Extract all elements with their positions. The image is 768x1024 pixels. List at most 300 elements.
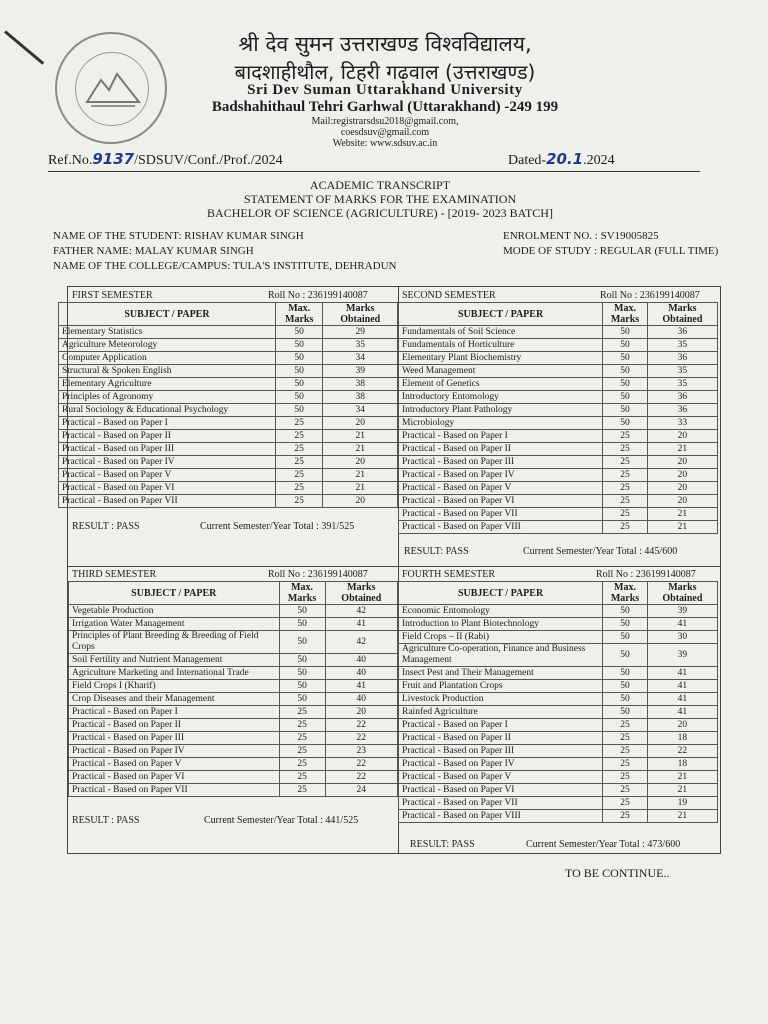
max-marks-cell: 25 [275, 456, 322, 469]
table-row [399, 404, 718, 417]
marks-obtained-cell: 40 [325, 667, 397, 680]
subject-cell: Introductory Plant Pathology [399, 404, 603, 417]
max-marks-cell: 25 [279, 706, 325, 719]
table-row [69, 732, 398, 745]
max-marks-cell: 25 [603, 732, 648, 745]
max-marks-cell: 25 [603, 521, 648, 534]
max-marks-cell: 50 [279, 667, 325, 680]
marks-obtained-cell: 20 [323, 417, 398, 430]
marks-obtained-cell: 41 [647, 667, 717, 680]
marks-obtained-cell: 39 [647, 644, 717, 667]
sem3-total: Current Semester/Year Total : 441/525 [204, 815, 359, 826]
max-marks-cell: 50 [275, 352, 322, 365]
table-row [399, 631, 718, 644]
subject-cell: Practical - Based on Paper V [399, 482, 603, 495]
subject-cell: Practical - Based on Paper IV [399, 758, 603, 771]
max-marks-cell: 25 [603, 495, 648, 508]
table-header-row [59, 303, 398, 326]
student-name: NAME OF THE STUDENT: RISHAV KUMAR SINGH [53, 230, 304, 242]
marks-obtained-cell: 20 [647, 719, 717, 732]
sem1-roll: Roll No : 236199140087 [268, 290, 368, 301]
marks-obtained-cell: 35 [647, 339, 717, 352]
subject-cell: Introductory Entomology [399, 391, 603, 404]
dated-label: Dated- [508, 153, 547, 168]
subject-cell: Introduction to Plant Biotechnology [399, 618, 603, 631]
marks-obtained-cell: 21 [323, 430, 398, 443]
subject-cell: Rural Sociology & Educational Psychology [59, 404, 276, 417]
table-row [59, 430, 398, 443]
marks-obtained-cell: 21 [647, 771, 717, 784]
subject-cell: Fundamentals of Horticulture [399, 339, 603, 352]
marks-obtained-cell: 22 [325, 719, 397, 732]
max-marks-cell: 50 [279, 605, 325, 618]
subject-cell: Practical - Based on Paper IV [399, 469, 603, 482]
subject-cell: Practical - Based on Paper VI [399, 495, 603, 508]
column-header-max: Max. Marks [275, 303, 322, 326]
table-row [399, 326, 718, 339]
table-row [69, 654, 398, 667]
sem4-title: FOURTH SEMESTER [402, 569, 496, 580]
subject-cell: Elementary Statistics [59, 326, 276, 339]
table-row [399, 797, 718, 810]
marks-obtained-cell: 36 [647, 352, 717, 365]
subject-cell: Practical - Based on Paper VI [59, 482, 276, 495]
subject-cell: Practical - Based on Paper VIII [399, 521, 603, 534]
table-row [399, 667, 718, 680]
marks-obtained-cell: 21 [323, 469, 398, 482]
table-row [399, 417, 718, 430]
table-row [59, 326, 398, 339]
horizontal-divider [68, 566, 720, 567]
subject-cell: Fundamentals of Soil Science [399, 326, 603, 339]
table-row [399, 482, 718, 495]
subject-cell: Practical - Based on Paper V [399, 771, 603, 784]
seal-mountain-icon [85, 68, 141, 108]
college-name: NAME OF THE COLLEGE/CAMPUS: TULA'S INSTITUTE, DEHRADUN [53, 260, 397, 272]
max-marks-cell: 50 [275, 326, 322, 339]
column-header-subject: SUBJECT / PAPER [69, 582, 280, 605]
marks-sheet [62, 286, 721, 854]
subject-cell: Insect Pest and Their Management [399, 667, 603, 680]
max-marks-cell: 25 [279, 784, 325, 797]
table-row [399, 680, 718, 693]
marks-obtained-cell: 22 [647, 745, 717, 758]
table-row [399, 644, 718, 667]
subject-cell: Agriculture Co-operation, Finance and Business Management [399, 644, 603, 667]
subject-cell: Computer Application [59, 352, 276, 365]
sem1-title: FIRST SEMESTER [72, 290, 153, 301]
max-marks-cell: 25 [275, 443, 322, 456]
marks-obtained-cell: 39 [323, 365, 398, 378]
max-marks-cell: 50 [279, 631, 325, 654]
subject-cell: Practical - Based on Paper II [69, 719, 280, 732]
sem3-title: THIRD SEMESTER [72, 569, 157, 580]
university-mail-2: coesdsuv@gmail.com [340, 127, 430, 138]
table-row [399, 784, 718, 797]
subject-cell: Practical - Based on Paper VII [59, 495, 276, 508]
table-header-row [69, 582, 398, 605]
father-name: FATHER NAME: MALAY KUMAR SINGH [53, 245, 254, 257]
sem2-marks-table [398, 302, 718, 534]
table-row [399, 469, 718, 482]
subject-cell: Practical - Based on Paper V [69, 758, 280, 771]
subject-cell: Microbiology [399, 417, 603, 430]
max-marks-cell: 25 [603, 810, 648, 823]
max-marks-cell: 50 [603, 605, 648, 618]
max-marks-cell: 50 [603, 404, 648, 417]
max-marks-cell: 25 [275, 495, 322, 508]
max-marks-cell: 50 [603, 693, 648, 706]
marks-obtained-cell: 24 [325, 784, 397, 797]
max-marks-cell: 50 [275, 339, 322, 352]
title-line-2: STATEMENT OF MARKS FOR THE EXAMINATION [243, 192, 517, 206]
subject-cell: Elementary Plant Biochemistry [399, 352, 603, 365]
max-marks-cell: 50 [279, 654, 325, 667]
marks-obtained-cell: 22 [325, 771, 397, 784]
subject-cell: Fruit and Plantation Crops [399, 680, 603, 693]
subject-cell: Practical - Based on Paper VI [69, 771, 280, 784]
table-row [399, 456, 718, 469]
marks-obtained-cell: 20 [647, 430, 717, 443]
marks-obtained-cell: 21 [323, 443, 398, 456]
column-header-max: Max. Marks [603, 303, 648, 326]
max-marks-cell: 25 [279, 719, 325, 732]
table-header-row [399, 303, 718, 326]
sem1-result: RESULT : PASS [72, 521, 140, 532]
table-row [59, 378, 398, 391]
column-header-subject: SUBJECT / PAPER [399, 303, 603, 326]
title-line-1: ACADEMIC TRANSCRIPT [309, 178, 451, 192]
marks-obtained-cell: 20 [647, 469, 717, 482]
table-row [69, 706, 398, 719]
marks-obtained-cell: 41 [325, 618, 397, 631]
max-marks-cell: 25 [603, 430, 648, 443]
marks-obtained-cell: 33 [647, 417, 717, 430]
subject-cell: Field Crops – II (Rabi) [399, 631, 603, 644]
sem1-total: Current Semester/Year Total : 391/525 [200, 521, 355, 532]
max-marks-cell: 25 [275, 482, 322, 495]
table-row [399, 771, 718, 784]
subject-cell: Practical - Based on Paper IV [59, 456, 276, 469]
subject-cell: Economic Entomology [399, 605, 603, 618]
max-marks-cell: 50 [279, 618, 325, 631]
table-row [59, 456, 398, 469]
marks-obtained-cell: 20 [325, 706, 397, 719]
marks-obtained-cell: 34 [323, 404, 398, 417]
max-marks-cell: 50 [275, 404, 322, 417]
table-row [399, 378, 718, 391]
table-row [69, 719, 398, 732]
subject-cell: Vegetable Production [69, 605, 280, 618]
max-marks-cell: 25 [275, 469, 322, 482]
max-marks-cell: 25 [603, 719, 648, 732]
max-marks-cell: 50 [603, 644, 648, 667]
marks-obtained-cell: 20 [323, 456, 398, 469]
table-row [399, 391, 718, 404]
subject-cell: Structural & Spoken English [59, 365, 276, 378]
max-marks-cell: 25 [275, 430, 322, 443]
subject-cell: Practical - Based on Paper III [59, 443, 276, 456]
sem2-title: SECOND SEMESTER [402, 290, 496, 301]
subject-cell: Practical - Based on Paper V [59, 469, 276, 482]
marks-obtained-cell: 30 [647, 631, 717, 644]
marks-obtained-cell: 23 [325, 745, 397, 758]
max-marks-cell: 50 [603, 365, 648, 378]
subject-cell: Practical - Based on Paper III [69, 732, 280, 745]
university-name-hindi: श्री देव सुमन उत्तराखण्ड विश्वविद्यालय, [238, 32, 532, 56]
max-marks-cell: 25 [603, 797, 648, 810]
table-row [69, 771, 398, 784]
table-row [399, 339, 718, 352]
marks-obtained-cell: 22 [325, 732, 397, 745]
subject-cell: Irrigation Water Management [69, 618, 280, 631]
marks-obtained-cell: 22 [325, 758, 397, 771]
marks-obtained-cell: 40 [325, 693, 397, 706]
sem2-result: RESULT: PASS [404, 546, 469, 557]
university-address: Badshahithaul Tehri Garhwal (Uttarakhand) -249 199 [211, 99, 559, 115]
sem4-result: RESULT: PASS [410, 839, 475, 850]
subject-cell: Practical - Based on Paper VII [399, 797, 603, 810]
subject-cell: Practical - Based on Paper VI [399, 784, 603, 797]
subject-cell: Practical - Based on Paper I [399, 430, 603, 443]
reference-underline [48, 171, 700, 172]
table-row [399, 430, 718, 443]
table-row [399, 495, 718, 508]
max-marks-cell: 50 [603, 706, 648, 719]
max-marks-cell: 50 [603, 667, 648, 680]
subject-cell: Agriculture Meteorology [59, 339, 276, 352]
max-marks-cell: 25 [603, 456, 648, 469]
marks-obtained-cell: 41 [325, 680, 397, 693]
table-row [59, 339, 398, 352]
table-row [69, 605, 398, 618]
max-marks-cell: 50 [603, 417, 648, 430]
table-row [399, 719, 718, 732]
column-header-subject: SUBJECT / PAPER [399, 582, 603, 605]
sem3-result: RESULT : PASS [72, 815, 140, 826]
subject-cell: Soil Fertility and Nutrient Management [69, 654, 280, 667]
table-row [399, 732, 718, 745]
table-row [59, 404, 398, 417]
max-marks-cell: 25 [603, 443, 648, 456]
marks-obtained-cell: 42 [325, 631, 397, 654]
marks-obtained-cell: 35 [323, 339, 398, 352]
subject-cell: Principles of Plant Breeding & Breeding of Field Crops [69, 631, 280, 654]
marks-obtained-cell: 38 [323, 378, 398, 391]
table-row [399, 810, 718, 823]
max-marks-cell: 50 [603, 326, 648, 339]
sem1-marks-table [58, 302, 398, 508]
subject-cell: Practical - Based on Paper II [399, 732, 603, 745]
column-header-obtained: Marks Obtained [323, 303, 398, 326]
table-row [69, 745, 398, 758]
table-row [59, 495, 398, 508]
marks-obtained-cell: 34 [323, 352, 398, 365]
table-row [69, 680, 398, 693]
table-row [59, 352, 398, 365]
university-name-english: Sri Dev Suman Uttarakhand University [247, 82, 523, 98]
marks-obtained-cell: 41 [647, 693, 717, 706]
marks-obtained-cell: 38 [323, 391, 398, 404]
max-marks-cell: 50 [275, 365, 322, 378]
subject-cell: Practical - Based on Paper II [399, 443, 603, 456]
marks-obtained-cell: 36 [647, 326, 717, 339]
ref-number: 9137 [92, 150, 135, 168]
marks-obtained-cell: 20 [323, 495, 398, 508]
marks-obtained-cell: 19 [647, 797, 717, 810]
table-row [59, 417, 398, 430]
max-marks-cell: 50 [275, 391, 322, 404]
marks-obtained-cell: 18 [647, 758, 717, 771]
marks-obtained-cell: 42 [325, 605, 397, 618]
subject-cell: Practical - Based on Paper VII [69, 784, 280, 797]
max-marks-cell: 50 [603, 339, 648, 352]
subject-cell: Livestock Production [399, 693, 603, 706]
dated-group [508, 150, 615, 169]
table-row [59, 482, 398, 495]
table-row [399, 365, 718, 378]
marks-obtained-cell: 36 [647, 391, 717, 404]
marks-obtained-cell: 40 [325, 654, 397, 667]
dated-year: .2024 [583, 153, 615, 168]
table-row [399, 352, 718, 365]
table-row [69, 758, 398, 771]
max-marks-cell: 25 [603, 508, 648, 521]
dated-handwritten: 20.1 [546, 150, 584, 168]
table-row [399, 745, 718, 758]
subject-cell: Weed Management [399, 365, 603, 378]
max-marks-cell: 50 [279, 693, 325, 706]
column-header-obtained: Marks Obtained [647, 582, 717, 605]
table-row [69, 693, 398, 706]
table-row [399, 508, 718, 521]
table-row [69, 631, 398, 654]
table-row [399, 605, 718, 618]
marks-obtained-cell: 21 [323, 482, 398, 495]
marks-obtained-cell: 41 [647, 618, 717, 631]
marks-obtained-cell: 20 [647, 495, 717, 508]
table-row [69, 784, 398, 797]
university-place-hindi: बादशाहीथौल, टिहरी गढ़वाल (उत्तराखण्ड) [234, 60, 536, 84]
subject-cell: Field Crops I (Kharif) [69, 680, 280, 693]
table-row [59, 469, 398, 482]
marks-obtained-cell: 39 [647, 605, 717, 618]
column-header-max: Max. Marks [279, 582, 325, 605]
max-marks-cell: 50 [275, 378, 322, 391]
marks-obtained-cell: 29 [323, 326, 398, 339]
max-marks-cell: 25 [603, 469, 648, 482]
column-header-obtained: Marks Obtained [325, 582, 397, 605]
marks-obtained-cell: 36 [647, 404, 717, 417]
university-seal [55, 32, 167, 144]
marks-obtained-cell: 21 [647, 508, 717, 521]
reference-row [48, 150, 698, 169]
subject-cell: Agriculture Marketing and International Trade [69, 667, 280, 680]
subject-cell: Practical - Based on Paper II [59, 430, 276, 443]
table-header-row [399, 582, 718, 605]
sem4-total: Current Semester/Year Total : 473/600 [526, 839, 681, 850]
table-row [59, 365, 398, 378]
max-marks-cell: 50 [603, 618, 648, 631]
max-marks-cell: 50 [603, 378, 648, 391]
table-row [399, 521, 718, 534]
table-row [69, 667, 398, 680]
max-marks-cell: 25 [603, 758, 648, 771]
enrolment-no: ENROLMENT NO. : SV19005825 [503, 230, 659, 242]
max-marks-cell: 25 [279, 745, 325, 758]
column-header-subject: SUBJECT / PAPER [59, 303, 276, 326]
max-marks-cell: 50 [603, 391, 648, 404]
sem3-roll: Roll No : 236199140087 [268, 569, 368, 580]
sem4-roll: Roll No : 236199140087 [596, 569, 696, 580]
table-row [399, 443, 718, 456]
sem3-marks-table [68, 581, 398, 797]
subject-cell: Practical - Based on Paper I [399, 719, 603, 732]
subject-cell: Crop Diseases and their Management [69, 693, 280, 706]
marks-obtained-cell: 20 [647, 456, 717, 469]
max-marks-cell: 25 [279, 758, 325, 771]
max-marks-cell: 50 [603, 352, 648, 365]
table-row [69, 618, 398, 631]
marks-obtained-cell: 35 [647, 378, 717, 391]
table-row [59, 443, 398, 456]
marks-obtained-cell: 41 [647, 680, 717, 693]
max-marks-cell: 25 [279, 771, 325, 784]
max-marks-cell: 25 [603, 771, 648, 784]
max-marks-cell: 25 [603, 784, 648, 797]
subject-cell: Element of Genetics [399, 378, 603, 391]
max-marks-cell: 25 [275, 417, 322, 430]
title-line-3: BACHELOR OF SCIENCE (AGRICULTURE) - [2019- 2023 BATCH] [207, 206, 553, 220]
marks-obtained-cell: 21 [647, 784, 717, 797]
sem4-marks-table [398, 581, 718, 823]
subject-cell: Practical - Based on Paper I [59, 417, 276, 430]
ref-suffix: /SDSUV/Conf./Prof./2024 [134, 153, 283, 168]
marks-obtained-cell: 21 [647, 443, 717, 456]
max-marks-cell: 25 [603, 482, 648, 495]
marks-obtained-cell: 21 [647, 521, 717, 534]
marks-obtained-cell: 35 [647, 365, 717, 378]
mode-of-study: MODE OF STUDY : REGULAR (FULL TIME) [503, 245, 719, 257]
subject-cell: Principles of Agronomy [59, 391, 276, 404]
subject-cell: Rainfed Agriculture [399, 706, 603, 719]
column-header-max: Max. Marks [603, 582, 648, 605]
sem2-total: Current Semester/Year Total : 445/600 [523, 546, 678, 557]
ref-prefix: Ref.No. [48, 153, 93, 168]
table-row [399, 758, 718, 771]
column-header-obtained: Marks Obtained [647, 303, 717, 326]
university-website: Website: www.sdsuv.ac.in [332, 138, 438, 149]
table-row [399, 618, 718, 631]
marks-obtained-cell: 18 [647, 732, 717, 745]
max-marks-cell: 50 [279, 680, 325, 693]
marks-obtained-cell: 20 [647, 482, 717, 495]
table-row [399, 706, 718, 719]
subject-cell: Practical - Based on Paper IV [69, 745, 280, 758]
subject-cell: Practical - Based on Paper I [69, 706, 280, 719]
max-marks-cell: 25 [279, 732, 325, 745]
subject-cell: Practical - Based on Paper VIII [399, 810, 603, 823]
max-marks-cell: 50 [603, 631, 648, 644]
marks-obtained-cell: 41 [647, 706, 717, 719]
to-be-continued: TO BE CONTINUE.. [565, 866, 670, 880]
sem2-roll: Roll No : 236199140087 [600, 290, 700, 301]
subject-cell: Elementary Agriculture [59, 378, 276, 391]
marks-obtained-cell: 21 [647, 810, 717, 823]
subject-cell: Practical - Based on Paper III [399, 745, 603, 758]
max-marks-cell: 50 [603, 680, 648, 693]
table-row [59, 391, 398, 404]
